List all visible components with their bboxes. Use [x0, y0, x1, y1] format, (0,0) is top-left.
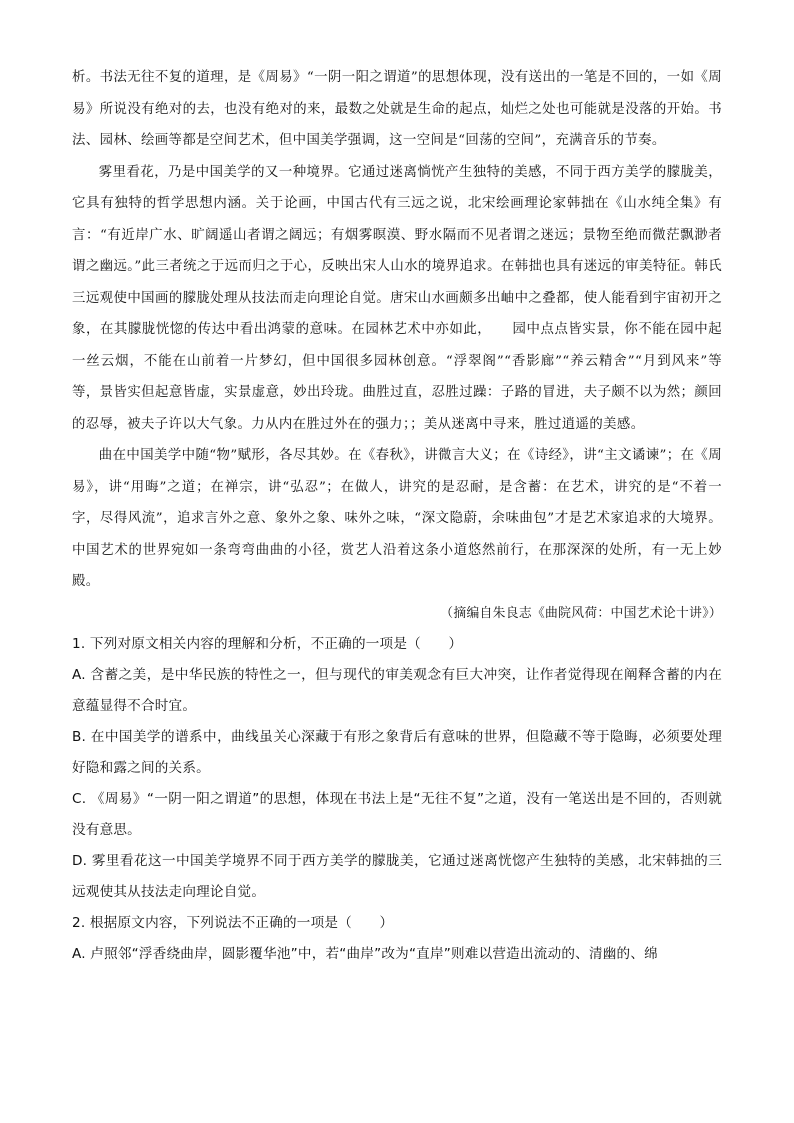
question-2-option-a: A. 卢照邻“浮香绕曲岸，圆影覆华池”中，若“曲岸”改为“直岸”则难以营造出流动的、清幽的、绵 — [72, 945, 658, 962]
question-1-option-b: B. 在中国美学的谱系中，曲线虽关心深藏于有形之象背后有意味的世界，但隐藏不等于隐晦，必须要处理好隐和露之间的关系。 — [72, 728, 722, 776]
question-1-stem: 1. 下列对原文相关内容的理解和分析，不正确的一项是（ ） — [72, 635, 463, 652]
question-1-option-a: A. 含蓄之美，是中华民族的特性之一，但与现代的审美观念有巨大冲突，让作者觉得现在阐释含蓄的内在意蕴显得不合时宜。 — [72, 666, 722, 714]
passage-source: （摘编自朱良志《曲院风荷：中国艺术论十讲》） — [440, 605, 722, 621]
question-1-option-c: C. 《周易》“一阴一阳之谓道”的思想，体现在书法上是“无往不复”之道，没有一笔送出是不回的，否则就没有意思。 — [72, 790, 722, 838]
question-1-option-d: D. 雾里看花这一中国美学境界不同于西方美学的朦胧美，它通过迷离恍惚产生独特的美感，北宋韩拙的三远观使其从技法走向理论自觉。 — [72, 852, 722, 900]
reading-passage — [72, 62, 722, 629]
passage-paragraph-2: 雾里看花，乃是中国美学的又一种境界。它通过迷离惝恍产生独特的美感，不同于西方美学的朦胧美，它具有独特的哲学思想内涵。关于论画，中国古代有三远之说，北宋绘画理论家韩拙在《山水纯全集》有言：“有近岸广水、旷阔遥山者谓之阔远；有烟雾暝漠、野水隔而不见者谓之迷远；景物至绝而微茫飘渺者谓之幽远。”此三者统之于远而归之于心，反映出宋人山水的境界追求。在韩拙也具有迷远的审美特征。韩氏三远观使中国画的朦胧处理从技法而走向理论自觉。唐宋山水画颇多出岫中之叠都，使人能看到宇宙初开之象，在其朦胧恍惚的传达中看出鸿蒙的意味。在园林艺术中亦如此， 园中点点皆实景，你不能在园中起一丝云烟，不能在山前着一片梦幻，但中国很多园林创意。“浮翠阁”“香影廊”“养云精舍”“月到风来”等等，景皆实但起意皆虚，实景虚意，妙出玲珑。曲胜过直，忍胜过躁：子路的冒进，夫子颇不以为然；颜回的忍辱，被夫子许以大气象。力从内在胜过外在的强力；；美从迷离中寻来，胜过逍遥的美感。 — [72, 164, 722, 432]
question-2-stem: 2. 根据原文内容，下列说法不正确的一项是（ ） — [72, 914, 394, 931]
passage-paragraph-3: 曲在中国美学中随“物”赋形，各尽其妙。在《春秋》，讲微言大义；在《诗经》，讲“主文谲谏”；在《周易》，讲“用晦”之道；在禅宗，讲“弘忍”；在做人，讲究的是忍耐，是含蓄：在艺术，讲究的是“不着一字，尽得风流”，追求言外之意、象外之象、味外之味，“深文隐蔚，余味曲包”才是艺术家追求的大境界。中国艺术的世界宛如一条弯弯曲曲的小径，赏艺人沿着这条小道悠然前行，在那深深的处所，有一无上妙殿。 — [72, 448, 722, 589]
document-page — [72, 62, 722, 970]
question-list — [72, 629, 722, 970]
passage-paragraph-1: 析。书法无往不复的道理，是《周易》“一阴一阳之谓道”的思想体现，没有送出的一笔是不回的，一如《周易》所说没有绝对的去，也没有绝对的来，最数之处就是生命的起点，灿烂之处也可能就是没落的开始。书法、园林、绘画等都是空间艺术，但中国美学强调，这一空间是“回荡的空间”，充满音乐的节奏。 — [72, 70, 722, 148]
